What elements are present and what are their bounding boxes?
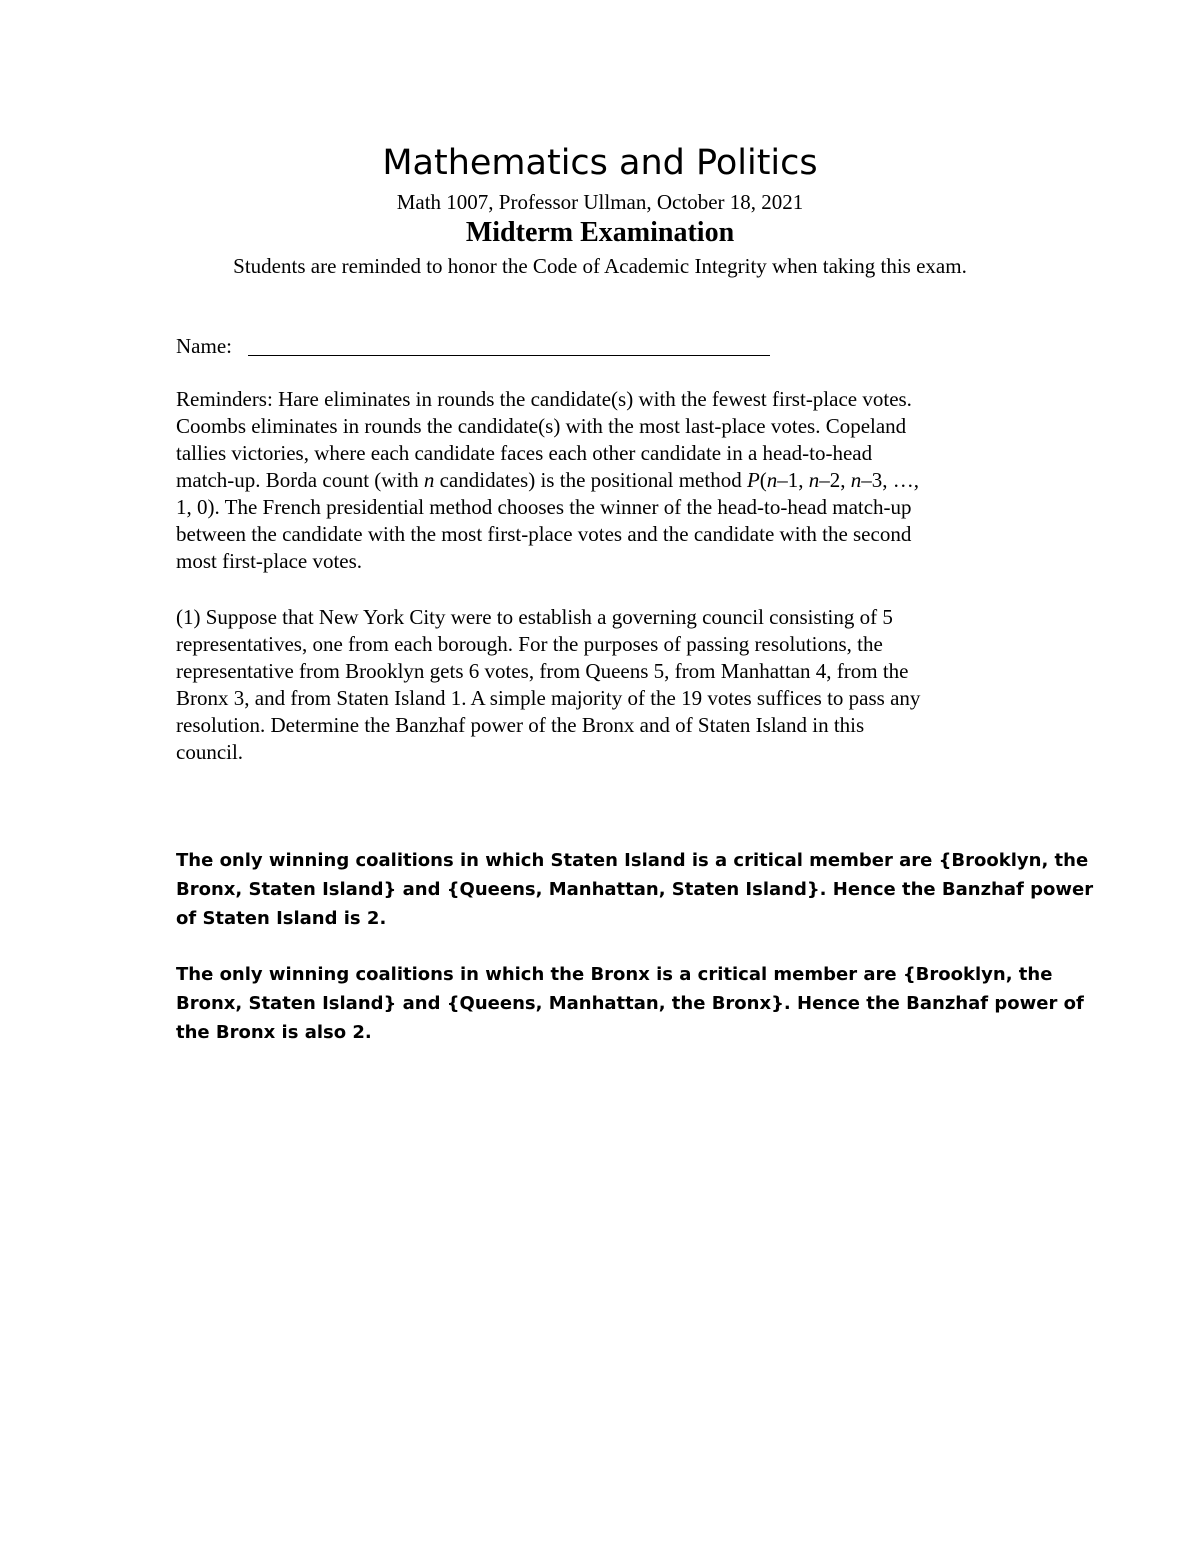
question-line: Bronx 3, and from Staten Island 1. A simple majority of the 19 votes suffices to pass any bbox=[176, 686, 921, 710]
name-field[interactable] bbox=[248, 355, 770, 356]
reminders-line: 1, 0). The French presidential method chooses the winner of the head-to-head match-up bbox=[176, 495, 912, 519]
question-line: council. bbox=[176, 740, 244, 764]
reminders-line: Reminders: Hare eliminates in rounds the candidate(s) with the fewest first-place votes. bbox=[176, 387, 912, 411]
reminders-line: between the candidate with the most first-place votes and the candidate with the second bbox=[176, 522, 912, 546]
reminders-line: most first-place votes. bbox=[176, 549, 363, 573]
reminders-line: Coombs eliminates in rounds the candidate(s) with the most last-place votes. Copeland bbox=[176, 414, 907, 438]
answer-line: Bronx, Staten Island} and {Queens, Manhattan, the Bronx}. Hence the Banzhaf power of bbox=[176, 993, 1084, 1014]
variable-p: P bbox=[746, 468, 760, 492]
question-line: resolution. Determine the Banzhaf power of the Bronx and of Staten Island in this bbox=[176, 713, 865, 737]
answer-line: The only winning coalitions in which the Bronx is a critical member are {Brooklyn, the bbox=[176, 964, 1053, 985]
name-label: Name: bbox=[176, 334, 232, 358]
integrity-note: Students are reminded to honor the Code of Academic Integrity when taking this exam. bbox=[233, 254, 967, 278]
answer-line: of Staten Island is 2. bbox=[176, 908, 387, 929]
question-line: representatives, one from each borough. For the purposes of passing resolutions, the bbox=[176, 632, 883, 656]
variable-n: n bbox=[423, 468, 435, 492]
answer-staten-island bbox=[176, 849, 1094, 939]
reminders-line: match-up. Borda count (with n candidates) is the positional method P(n–1, n–2, n–3, …, bbox=[176, 468, 920, 492]
answer-line: The only winning coalitions in which Staten Island is a critical member are {Brooklyn, the bbox=[176, 850, 1089, 871]
course-info: Math 1007, Professor Ullman, October 18, 2021 bbox=[396, 190, 804, 214]
document-title: Mathematics and Politics bbox=[382, 143, 818, 183]
exam-title: Midterm Examination bbox=[465, 217, 735, 248]
reminders-line: tallies victories, where each candidate faces each other candidate in a head-to-head bbox=[176, 441, 873, 465]
answer-line: the Bronx is also 2. bbox=[176, 1022, 372, 1043]
reminders-paragraph bbox=[176, 386, 1036, 573]
question-1 bbox=[176, 604, 1036, 764]
answer-bronx bbox=[176, 963, 1084, 1053]
question-line: (1) Suppose that New York City were to establish a governing council consisting of 5 bbox=[176, 605, 893, 629]
question-line: representative from Brooklyn gets 6 votes, from Queens 5, from Manhattan 4, from the bbox=[176, 659, 909, 683]
answer-line: Bronx, Staten Island} and {Queens, Manhattan, Staten Island}. Hence the Banzhaf power bbox=[176, 879, 1094, 900]
